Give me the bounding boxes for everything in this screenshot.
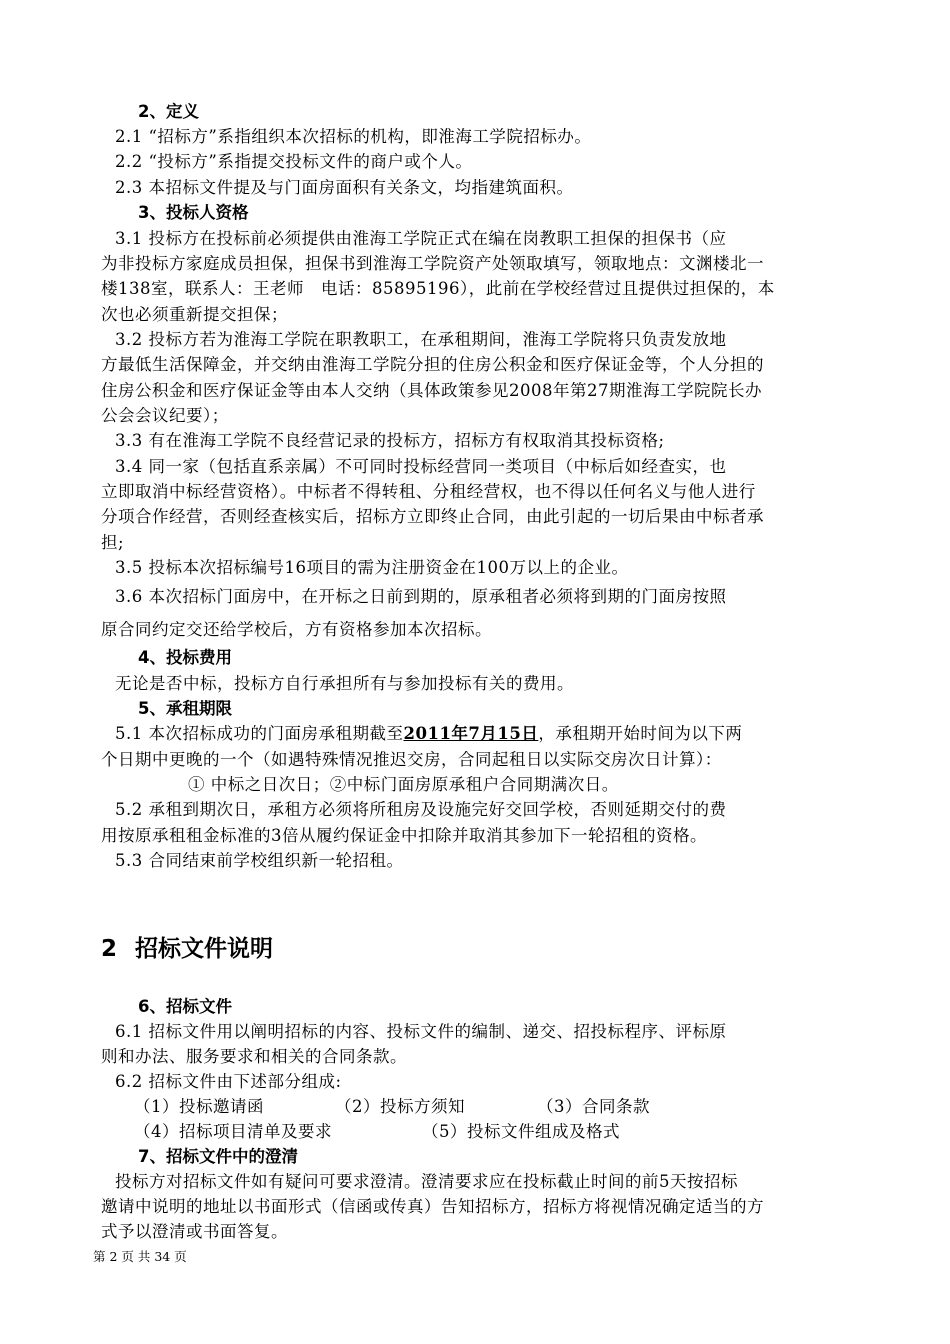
paragraph: 投标方对招标文件如有疑问可要求澄清。澄清要求应在投标截止时间的前5天按招标 <box>115 1172 738 1191</box>
paragraph: 2.2 “投标方”系指提交投标文件的商户或个人。 <box>115 152 473 171</box>
paragraph: 个日期中更晚的一个（如遇特殊情况推迟交房，合同起租日以实际交房次日计算）： <box>101 750 722 769</box>
heading-bidder-qualification: 3、投标人资格 <box>138 203 249 222</box>
chapter-heading <box>101 930 273 963</box>
chapter-number: 2 <box>101 936 118 962</box>
paragraph: 立即取消中标经营资格）。中标者不得转租、分租经营权，也不得以任何名义与他人进行 <box>101 482 756 501</box>
text-run: 5.1 本次招标成功的门面房承租期截至 <box>115 724 404 743</box>
paragraph: 6.1 招标文件用以阐明招标的内容、投标文件的编制、递交、招投标程序、评标原 <box>115 1022 727 1041</box>
paragraph: 用按原承租租金标准的3倍从履约保证金中扣除并取消其参加下一轮招租的资格。 <box>101 826 707 845</box>
list-item: （3）合同条款 <box>537 1097 650 1116</box>
page-footer: 第 2 页 共 34 页 <box>93 1249 187 1264</box>
paragraph: 楼138室，联系人：王老师 电话：85895196），此前在学校经营过且提供过担保的，本 <box>101 279 775 298</box>
paragraph: 为非投标方家庭成员担保，担保书到淮海工学院资产处领取填写，领取地点：文渊楼北一 <box>101 254 764 273</box>
paragraph: 3.2 投标方若为淮海工学院在职教职工，在承租期间，淮海工学院将只负责发放地 <box>115 330 727 349</box>
heading-bid-costs: 4、投标费用 <box>138 648 232 667</box>
paragraph: 分项合作经营，否则经查核实后，招标方立即终止合同，由此引起的一切后果由中标者承 <box>101 507 764 526</box>
heading-tender-documents: 6、招标文件 <box>138 997 232 1016</box>
paragraph: 3.4 同一家（包括直系亲属）不可同时投标经营同一类项目（中标后如经查实，也 <box>115 457 727 476</box>
paragraph: 则和办法、服务要求和相关的合同条款。 <box>101 1047 407 1066</box>
lease-end-date: 2011年7月15日 <box>403 724 539 743</box>
paragraph: 2.1 “招标方”系指组织本次招标的机构，即淮海工学院招标办。 <box>115 127 592 146</box>
paragraph: 6.2 招标文件由下述部分组成: <box>115 1072 342 1091</box>
paragraph: 原合同约定交还给学校后，方有资格参加本次招标。 <box>101 620 492 639</box>
heading-lease-term: 5、承租期限 <box>138 699 232 718</box>
paragraph: ① 中标之日次日；②中标门面房原承租户合同期满次日。 <box>188 775 619 794</box>
list-item: （5）投标文件组成及格式 <box>422 1122 620 1141</box>
paragraph: 次也必须重新提交担保； <box>101 305 288 324</box>
paragraph: 方最低生活保障金，并交纳由淮海工学院分担的住房公积金和医疗保证金等，个人分担的 <box>101 355 764 374</box>
paragraph: 2.3 本招标文件提及与门面房面积有关条文，均指建筑面积。 <box>115 178 574 197</box>
heading-clarification: 7、招标文件中的澄清 <box>138 1147 298 1166</box>
paragraph: 3.3 有在淮海工学院不良经营记录的投标方，招标方有权取消其投标资格; <box>115 431 665 450</box>
list-item: （1）投标邀请函 <box>134 1097 264 1116</box>
paragraph: 3.6 本次招标门面房中，在开标之日前到期的，原承租者必须将到期的门面房按照 <box>115 587 727 606</box>
paragraph: 无论是否中标，投标方自行承担所有与参加投标有关的费用。 <box>115 674 574 693</box>
paragraph: 3.5 投标本次招标编号16项目的需为注册资金在100万以上的企业。 <box>115 558 629 577</box>
paragraph: 5.3 合同结束前学校组织新一轮招租。 <box>115 851 404 870</box>
heading-definitions: 2、定义 <box>138 102 199 121</box>
paragraph: 公会会议纪要）； <box>101 406 229 425</box>
paragraph: 5.2 承租到期次日，承租方必须将所租房及设施完好交回学校，否则延期交付的费 <box>115 800 727 819</box>
list-item: （4）招标项目清单及要求 <box>134 1122 332 1141</box>
paragraph <box>115 723 742 745</box>
paragraph: 担; <box>101 533 125 552</box>
text-run: ，承租期开始时间为以下两 <box>538 724 743 743</box>
paragraph: 3.1 投标方在投标前必须提供由淮海工学院正式在编在岗教职工担保的担保书（应 <box>115 229 727 248</box>
paragraph: 式予以澄清或书面答复。 <box>101 1222 288 1241</box>
paragraph: 住房公积金和医疗保证金等由本人交纳（具体政策参见2008年第27期淮海工学院院长办 <box>101 381 762 400</box>
chapter-title: 招标文件说明 <box>135 936 274 962</box>
paragraph: 邀请中说明的地址以书面形式（信函或传真）告知招标方，招标方将视情况确定适当的方 <box>101 1197 764 1216</box>
list-item: （2）投标方须知 <box>335 1097 465 1116</box>
